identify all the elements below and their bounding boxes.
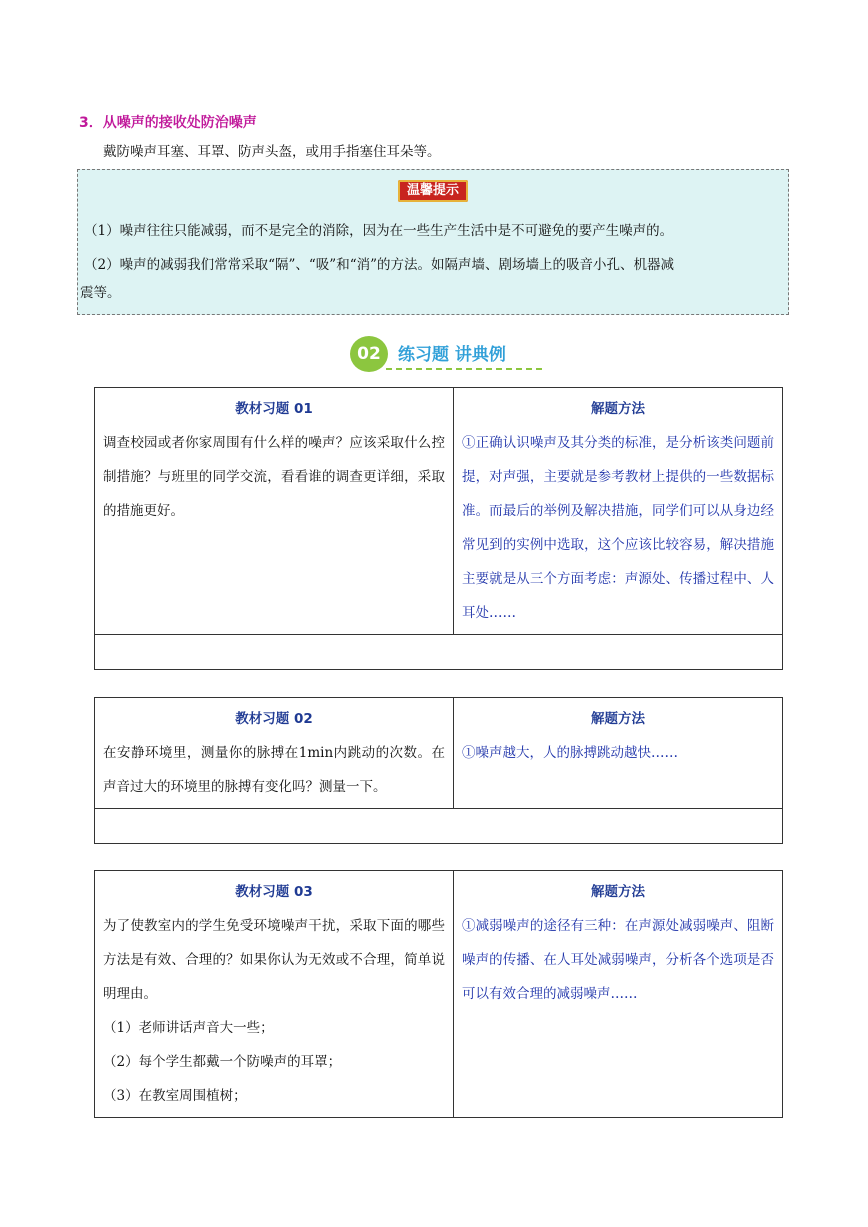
- section-title-text: 练习题 讲典例: [398, 345, 506, 365]
- exercise-table-02: [94, 697, 783, 844]
- option-1: （1）老师讲话声音大一些；: [103, 1020, 274, 1036]
- exercise-title: 教材习题 03: [235, 884, 313, 900]
- tip-line-1: （1）噪声往往只能减弱，而不是完全的消除，因为在一些生产生活中是不可避免的要产生噪声的。: [84, 223, 674, 239]
- answer-row: [95, 809, 783, 844]
- exercise-table-03: [94, 870, 783, 1118]
- method-title: 解题方法: [591, 401, 645, 417]
- tip-badge: 温馨提示: [398, 180, 468, 202]
- method-cell: [454, 388, 783, 635]
- section-number-badge: 02: [350, 336, 388, 372]
- exercise-title: 教材习题 01: [235, 401, 313, 417]
- question-cell: [95, 388, 454, 635]
- question-text: 调查校园或者你家周围有什么样的噪声？应该采取什么控制措施？与班里的同学交流，看看谁的调查更详细，采取的措施更好。: [103, 435, 445, 519]
- method-text: ①减弱噪声的途径有三种：在声源处减弱噪声、阻断噪声的传播、在人耳处减弱噪声，分析各个选项是否可以有效合理的减弱噪声……: [462, 918, 774, 1002]
- section-body: 戴防噪声耳塞、耳罩、防声头盔，或用手指塞住耳朵等。: [103, 144, 441, 160]
- answer-row: [95, 635, 783, 670]
- section-heading: 3．从噪声的接收处防治噪声: [79, 115, 257, 131]
- method-title: 解题方法: [591, 884, 645, 900]
- tip-line-3: 震等。: [80, 285, 121, 301]
- option-3: （3）在教室周围植树；: [103, 1088, 247, 1104]
- method-cell: [454, 698, 783, 809]
- title-underline: [386, 368, 542, 370]
- tip-line-2: （2）噪声的减弱我们常常采取“隔”、“吸”和“消”的方法。如隔声墙、剧场墙上的吸音小孔、机器减: [84, 257, 674, 273]
- tip-content: [80, 214, 784, 310]
- tip-box: [77, 169, 789, 315]
- exercise-table-01: [94, 387, 783, 670]
- method-text: ①噪声越大，人的脉搏跳动越快……: [462, 745, 678, 761]
- question-cell: [95, 871, 454, 1118]
- method-cell: [454, 871, 783, 1118]
- question-cell: [95, 698, 454, 809]
- question-text: 在安静环境里，测量你的脉搏在1min内跳动的次数。在声音过大的环境里的脉搏有变化吗？测量一下。: [103, 745, 445, 795]
- exercise-title: 教材习题 02: [235, 711, 313, 727]
- method-text: ①正确认识噪声及其分类的标准，是分析该类问题前提，对声强，主要就是参考教材上提供的一些数据标准。而最后的举例及解决措施，同学们可以从身边经常见到的实例中选取，这个应该比较容易，解决措施主要就是从三个方面考虑：声源处、传播过程中、人耳处……: [462, 435, 774, 621]
- option-2: （2）每个学生都戴一个防噪声的耳罩；: [103, 1054, 342, 1070]
- question-text: 为了使教室内的学生免受环境噪声干扰，采取下面的哪些方法是有效、合理的？如果你认为无效或不合理，简单说明理由。: [103, 918, 445, 1002]
- method-title: 解题方法: [591, 711, 645, 727]
